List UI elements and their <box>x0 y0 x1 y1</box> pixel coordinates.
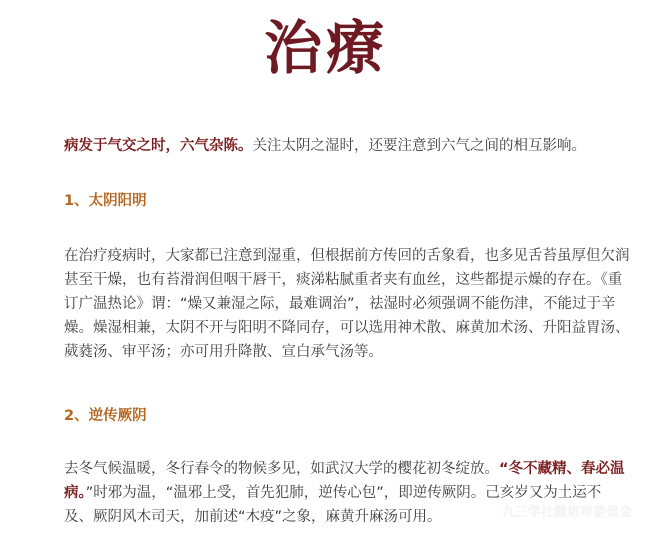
watermark-text: 九三学社潍坊市委员会 <box>501 505 632 520</box>
section2-text-end: ”时邪为温，“温邪上受，首先犯肺，逆传心包”，即逆传厥阴。己亥岁又为土运不及、厥阴风木司天，加前述“木疫”之象，麻黄升麻汤可用。 <box>64 485 602 525</box>
lead-paragraph <box>64 135 624 158</box>
section2-text-start: 去冬气候温暖，冬行春令的物候多见，如武汉大学的樱花初冬绽放。 <box>64 461 499 477</box>
wechat-icon <box>480 504 498 518</box>
page-title: 治療 <box>263 14 388 82</box>
section-heading-nichuan-jueyin: 2、逆传厥阴 <box>64 408 147 424</box>
lead-text: 关注太阴之湿时，还要注意到六气之间的相互影响。 <box>252 138 586 154</box>
section-body-taiyin-yangming: 在治疗疫病时，大家都已注意到湿重，但根据前方传回的舌象看，也多见舌苔虽厚但欠润甚至干燥，也有苔滑润但咽干唇干，痰涕粘腻重者夹有血丝，这些都提示燥的存在。《重订广温热论》谓：“燥又兼湿之际，最难调治”，祛湿时必须强调不能伤津，不能过于辛燥。燥湿相兼，太阴不开与阳明不降同存，可以选用神术散、麻黄加术汤、升阳益胃汤、葳蕤汤、审平汤；亦可用升降散、宣白承气汤等。 <box>64 248 630 360</box>
account-watermark <box>480 501 632 520</box>
section-heading-taiyin-yangming: 1、太阴阳明 <box>64 193 147 209</box>
section2-quote-emphasis: “冬不藏精、春必温病。 <box>64 461 625 501</box>
lead-emphasis: 病发于气交之时，六气杂陈。 <box>64 138 253 154</box>
